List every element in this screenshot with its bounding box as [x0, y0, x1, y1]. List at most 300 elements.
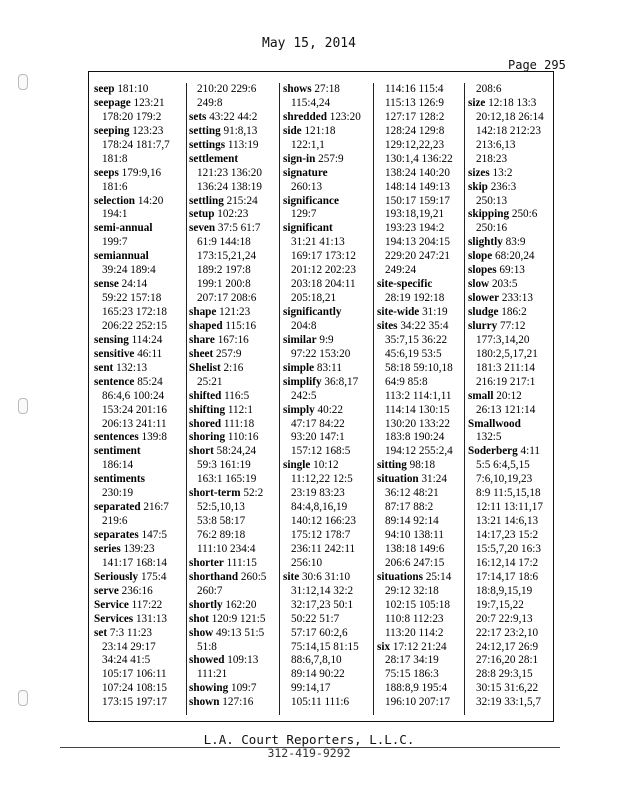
- index-term: significant: [283, 222, 333, 235]
- index-entry: [283, 125, 372, 139]
- index-entry: [468, 208, 552, 222]
- index-term: settling: [189, 194, 224, 207]
- page-line-refs: 114:16 115:4: [385, 83, 444, 95]
- index-entry: [189, 696, 278, 710]
- page-line-refs: 215:24: [223, 194, 258, 207]
- index-continuation: [468, 515, 552, 529]
- page-line-refs: 131:13: [133, 612, 168, 625]
- page-line-refs: 7:6,10,19,23: [476, 473, 533, 486]
- page-line-refs: 141:17 168:14: [102, 556, 167, 569]
- index-term: shown: [189, 696, 220, 709]
- court-reporter-name: L.A. Court Reporters, L.L.C.: [203, 732, 415, 747]
- page-line-refs: 83:11: [314, 361, 342, 374]
- index-continuation: [468, 487, 552, 501]
- page-line-refs: 256:10: [291, 556, 323, 569]
- index-entry: [94, 613, 185, 627]
- index-entry: [94, 334, 185, 348]
- index-continuation: [377, 585, 463, 599]
- page-line-refs: 179:9,16: [118, 166, 162, 179]
- index-entry: [189, 613, 278, 627]
- page-line-refs: 194:13 204:15: [385, 236, 450, 249]
- index-continuation: [94, 236, 185, 250]
- page-line-refs: 31:24: [418, 473, 447, 486]
- page-line-refs: 199:1 200:8: [197, 278, 251, 291]
- page-line-refs: 206:13 241:11: [102, 417, 167, 430]
- page-line-refs: 260:13: [291, 180, 323, 193]
- index-continuation: [94, 292, 185, 306]
- page-line-refs: 52:5,10,13: [197, 501, 245, 514]
- index-term: slope: [468, 250, 493, 263]
- page-line-refs: 97:22 153:20: [291, 347, 351, 360]
- index-entry: [468, 418, 552, 432]
- page-line-refs: 115:13 126:9: [385, 96, 444, 109]
- binder-hole: [18, 74, 28, 90]
- page-line-refs: 186:14: [102, 459, 134, 472]
- page-line-refs: 19:7,15,22: [476, 598, 524, 611]
- page-line-refs: 51:8: [197, 640, 217, 653]
- index-continuation: [283, 445, 372, 459]
- index-entry: [468, 390, 552, 404]
- page-line-refs: 17:14,17 18:6: [476, 570, 539, 583]
- index-continuation: [468, 431, 552, 445]
- index-continuation: [468, 557, 552, 571]
- page-line-refs: 139:8: [138, 431, 168, 444]
- page-line-refs: 5:5 6:4,5,15: [476, 459, 530, 472]
- page-line-refs: 61:9 144:18: [197, 236, 251, 249]
- page-line-refs: 14:17,23 15:2: [476, 529, 539, 541]
- index-continuation: [468, 543, 552, 557]
- index-continuation: [283, 473, 372, 487]
- index-term: Seriously: [94, 570, 139, 583]
- index-continuation: [468, 376, 552, 390]
- index-term: single: [283, 459, 311, 472]
- index-continuation: [189, 473, 278, 487]
- index-term: shored: [189, 417, 222, 430]
- index-continuation: [468, 696, 552, 710]
- page-line-refs: 27:18: [311, 83, 340, 95]
- page-line-refs: 120:9 121:5: [208, 612, 266, 625]
- index-entry: [283, 404, 372, 418]
- index-term: sentiments: [94, 473, 145, 486]
- page-line-refs: 122:1,1: [291, 138, 325, 151]
- index-continuation: [189, 459, 278, 473]
- index-continuation: [377, 613, 463, 627]
- page-line-refs: 116:5: [221, 389, 250, 402]
- index-entry: [468, 97, 552, 111]
- index-continuation: [468, 222, 552, 236]
- index-term: shot: [189, 612, 209, 625]
- page-line-refs: 4:11: [517, 445, 540, 458]
- page-line-refs: 57:17 60:2,6: [291, 626, 348, 639]
- index-continuation: [283, 557, 372, 571]
- page-line-refs: 218:23: [476, 152, 508, 165]
- page-line-refs: 142:18 212:23: [476, 124, 541, 137]
- index-continuation: [377, 404, 463, 418]
- page-line-refs: 183:8 190:24: [385, 431, 445, 444]
- page-line-refs: 207:17 208:6: [197, 292, 257, 305]
- page-line-refs: 102:23: [214, 208, 249, 221]
- page-line-refs: 18:8,9,15,19: [476, 584, 533, 597]
- index-term: sentences: [94, 431, 139, 444]
- page-line-refs: 111:21: [197, 668, 228, 681]
- index-continuation: [377, 376, 463, 390]
- index-entry: [468, 278, 552, 292]
- page-line-refs: 173:15,21,24: [197, 250, 257, 263]
- page-line-refs: 175:4: [138, 570, 167, 583]
- index-entry: [468, 445, 552, 459]
- index-entry: [94, 195, 185, 209]
- index-continuation: [377, 125, 463, 139]
- index-term: slightly: [468, 236, 503, 249]
- index-term: seven: [189, 222, 216, 235]
- page-line-refs: 162:20: [222, 598, 257, 611]
- index-continuation: [94, 390, 185, 404]
- index-continuation: [468, 682, 552, 696]
- index-continuation: [94, 139, 185, 153]
- page-line-refs: 20:7 22:9,13: [476, 612, 533, 625]
- page-line-refs: 199:7: [102, 236, 128, 249]
- page-line-refs: 128:24 129:8: [385, 124, 445, 137]
- page-line-refs: 216:7: [140, 501, 169, 514]
- page-line-refs: 242:5: [291, 389, 317, 402]
- page-line-refs: 196:10 207:17: [385, 696, 450, 709]
- page-line-refs: 36:8,17: [321, 375, 359, 388]
- index-continuation: [377, 111, 463, 125]
- page-line-refs: 24:12,17 26:9: [476, 640, 539, 653]
- page-line-refs: 112:1: [225, 403, 253, 416]
- page-line-refs: 121:23 136:20: [197, 166, 262, 179]
- page-line-refs: 201:12 202:23: [291, 264, 356, 277]
- index-continuation: [468, 348, 552, 362]
- index-term: showed: [189, 654, 225, 667]
- index-continuation: [283, 431, 372, 445]
- index-continuation: [189, 264, 278, 278]
- index-entry: [94, 627, 185, 641]
- page-line-refs: 208:6: [476, 83, 502, 95]
- page-line-refs: 114:14 130:15: [385, 403, 450, 416]
- index-entry: [189, 306, 278, 320]
- page-line-refs: 46:11: [134, 347, 163, 360]
- index-entry: [468, 167, 552, 181]
- index-entry: [283, 376, 372, 390]
- index-continuation: [283, 585, 372, 599]
- index-continuation: [94, 320, 185, 334]
- index-entry: [94, 97, 185, 111]
- page-line-refs: 91:8,13: [220, 124, 258, 137]
- page-line-refs: 132:5: [476, 431, 502, 444]
- index-term: share: [189, 333, 215, 346]
- index-entry: [377, 459, 463, 473]
- page-line-refs: 181:8: [102, 152, 128, 165]
- page-line-refs: 206:22 252:15: [102, 319, 167, 332]
- page-line-refs: 138:24 140:20: [385, 166, 450, 179]
- page-line-refs: 59:3 161:19: [197, 459, 251, 472]
- index-entry: [189, 431, 278, 445]
- index-continuation: [94, 682, 185, 696]
- page-line-refs: 28:8 29:3,15: [476, 668, 533, 681]
- index-continuation: [377, 487, 463, 501]
- index-entry: [189, 195, 278, 209]
- index-term: serve: [94, 584, 119, 597]
- index-entry: [94, 501, 185, 515]
- index-term: settlement: [189, 152, 239, 165]
- page-line-refs: 181:3 211:14: [476, 361, 535, 374]
- page-line-refs: 64:9 85:8: [385, 375, 428, 388]
- page-line-refs: 31:21 41:13: [291, 236, 345, 249]
- index-term: seeping: [94, 124, 130, 137]
- index-continuation: [377, 529, 463, 543]
- index-continuation: [468, 111, 552, 125]
- index-continuation: [377, 195, 463, 209]
- index-term: settings: [189, 138, 226, 151]
- page-line-refs: 30:6 31:10: [299, 570, 351, 583]
- page-line-refs: 20:12: [493, 389, 522, 402]
- page-line-refs: 257:9: [213, 347, 242, 360]
- index-term: situations: [377, 570, 424, 583]
- index-continuation: [283, 320, 372, 334]
- index-entry: [189, 320, 278, 334]
- page-line-refs: 260:7: [197, 584, 223, 597]
- index-term: situation: [377, 473, 419, 486]
- index-continuation: [283, 654, 372, 668]
- index-entry: [189, 111, 278, 125]
- index-continuation: [189, 501, 278, 515]
- index-entry: [283, 306, 372, 320]
- index-entry: [189, 390, 278, 404]
- index-entry: [94, 599, 185, 613]
- index-continuation: [189, 585, 278, 599]
- index-term: slower: [468, 292, 500, 305]
- page-line-refs: 113:2 114:1,11: [385, 389, 452, 402]
- index-continuation: [283, 515, 372, 529]
- index-term: sludge: [468, 306, 499, 318]
- index-term: set: [94, 626, 108, 639]
- index-continuation: [377, 181, 463, 195]
- index-term: Soderberg: [468, 445, 518, 458]
- index-continuation: [377, 97, 463, 111]
- index-entry: [283, 153, 372, 167]
- index-term: sizes: [468, 166, 490, 179]
- index-term: shaped: [189, 319, 223, 332]
- index-continuation: [94, 668, 185, 682]
- page-line-refs: 84:4,8,16,19: [291, 501, 348, 514]
- page-line-refs: 193:18,19,21: [385, 208, 445, 221]
- page-line-refs: 147:5: [138, 529, 168, 541]
- page-line-refs: 206:6 247:15: [385, 556, 445, 569]
- page-line-refs: 109:13: [224, 654, 259, 667]
- index-term: skipping: [468, 208, 510, 221]
- index-term: slow: [468, 278, 490, 291]
- index-continuation: [283, 641, 372, 655]
- index-continuation: [189, 250, 278, 264]
- page-line-refs: 35:7,15 36:22: [385, 333, 448, 346]
- index-term: significance: [283, 194, 339, 207]
- column-divider: [279, 83, 280, 715]
- page-line-refs: 236:16: [118, 584, 153, 597]
- index-entry: [94, 278, 185, 292]
- index-term: sheet: [189, 347, 214, 360]
- page-line-refs: 98:18: [406, 459, 436, 472]
- index-entry: [94, 445, 185, 459]
- index-entry: [189, 334, 278, 348]
- page-line-refs: 23:19 83:23: [291, 487, 345, 500]
- page-line-refs: 32:17,23 50:1: [291, 598, 354, 611]
- page-line-refs: 93:20 147:1: [291, 431, 345, 444]
- index-continuation: [189, 181, 278, 195]
- index-continuation: [377, 501, 463, 515]
- page-line-refs: 29:12 32:18: [385, 584, 439, 597]
- index-column-5: [468, 83, 552, 715]
- page-line-refs: 113:20 114:2: [385, 626, 444, 639]
- page-line-refs: 113:19: [225, 138, 259, 151]
- page-line-refs: 140:12 166:23: [291, 515, 356, 528]
- page-line-refs: 121:18: [301, 124, 336, 137]
- index-continuation: [377, 334, 463, 348]
- index-continuation: [283, 599, 372, 613]
- index-continuation: [468, 599, 552, 613]
- index-entry: [189, 487, 278, 501]
- index-entry: [468, 292, 552, 306]
- index-entry: [94, 376, 185, 390]
- index-term: semiannual: [94, 250, 149, 263]
- index-entry: [468, 264, 552, 278]
- page-line-refs: 53:8 58:17: [197, 515, 246, 528]
- index-term: setup: [189, 208, 215, 221]
- index-continuation: [94, 654, 185, 668]
- index-term: semi-annual: [94, 222, 153, 235]
- index-entry: [283, 83, 372, 97]
- page-line-refs: 26:13 121:14: [476, 403, 536, 416]
- index-term: sentiment: [94, 445, 141, 458]
- page-line-refs: 204:8: [291, 319, 317, 332]
- index-term: seeps: [94, 166, 119, 179]
- index-continuation: [94, 696, 185, 710]
- page-line-refs: 114:24: [128, 333, 163, 346]
- page-line-refs: 236:11 242:11: [291, 542, 356, 555]
- page-line-refs: 219:6: [102, 515, 128, 528]
- index-continuation: [283, 613, 372, 627]
- index-term: shorthand: [189, 570, 239, 583]
- page-line-refs: 181:10: [114, 83, 149, 95]
- page-line-refs: 16:12,14 17:2: [476, 556, 539, 569]
- index-term: simple: [283, 361, 315, 374]
- index-term: six: [377, 640, 391, 653]
- index-continuation: [283, 529, 372, 543]
- index-term: sensing: [94, 333, 129, 346]
- index-term: short-term: [189, 487, 241, 500]
- page-line-refs: 163:1 165:19: [197, 473, 257, 486]
- page-line-refs: 7:3 11:23: [107, 626, 153, 639]
- index-entry: [94, 222, 185, 236]
- index-continuation: [377, 431, 463, 445]
- index-continuation: [468, 153, 552, 167]
- index-continuation: [283, 278, 372, 292]
- index-term: sent: [94, 361, 114, 374]
- index-term: series: [94, 542, 121, 555]
- index-entry: [189, 139, 278, 153]
- index-continuation: [94, 557, 185, 571]
- page-line-refs: 52:2: [240, 487, 264, 500]
- index-continuation: [377, 445, 463, 459]
- page-line-refs: 127:16: [219, 696, 254, 709]
- page-line-refs: 178:20 179:2: [102, 110, 162, 123]
- page-line-refs: 8:9 11:5,15,18: [476, 487, 541, 500]
- index-column-1: [94, 83, 185, 715]
- page-line-refs: 188:8,9 195:4: [385, 682, 448, 695]
- index-term: significantly: [283, 306, 342, 318]
- page-line-refs: 50:22 51:7: [291, 612, 340, 625]
- page-line-refs: 230:19: [102, 487, 134, 500]
- page-line-refs: 157:12 168:5: [291, 445, 351, 458]
- page-line-refs: 99:14,17: [291, 682, 331, 695]
- index-continuation: [189, 83, 278, 97]
- index-continuation: [377, 250, 463, 264]
- index-entry: [94, 585, 185, 599]
- index-continuation: [189, 97, 278, 111]
- index-continuation: [189, 641, 278, 655]
- index-entry: [283, 571, 372, 585]
- page-line-refs: 59:22 157:18: [102, 292, 162, 305]
- page-line-refs: 105:11 111:6: [291, 696, 350, 709]
- index-entry: [189, 627, 278, 641]
- index-term: sense: [94, 278, 119, 291]
- index-continuation: [468, 473, 552, 487]
- page-line-refs: 76:2 89:18: [197, 529, 246, 541]
- page-line-refs: 13:2: [489, 166, 513, 179]
- index-entry: [377, 641, 463, 655]
- index-entry: [94, 543, 185, 557]
- index-term: slopes: [468, 264, 497, 277]
- index-term: side: [283, 124, 302, 137]
- index-term: shows: [283, 83, 312, 95]
- index-continuation: [468, 501, 552, 515]
- index-entry: [283, 334, 372, 348]
- page-line-refs: 173:15 197:17: [102, 696, 167, 709]
- page-line-refs: 23:14 29:17: [102, 640, 156, 653]
- page-line-refs: 34:24 41:5: [102, 654, 151, 667]
- index-entry: [189, 682, 278, 696]
- index-entry: [377, 306, 463, 320]
- index-continuation: [94, 208, 185, 222]
- court-reporter-phone: 312-419-9292: [267, 746, 351, 760]
- index-term: signature: [283, 166, 328, 179]
- page-line-refs: 186:2: [498, 306, 527, 318]
- index-continuation: [283, 487, 372, 501]
- page-line-refs: 30:15 31:6,22: [476, 682, 539, 695]
- index-continuation: [468, 195, 552, 209]
- index-continuation: [283, 668, 372, 682]
- page-line-refs: 229:20 247:21: [385, 250, 450, 263]
- page-line-refs: 165:23 172:18: [102, 306, 167, 318]
- index-term: site-wide: [377, 306, 420, 318]
- index-entry: [377, 320, 463, 334]
- page-line-refs: 77:12: [497, 319, 526, 332]
- index-continuation: [283, 627, 372, 641]
- index-continuation: [94, 418, 185, 432]
- index-term: shifted: [189, 389, 222, 402]
- page-line-refs: 233:13: [499, 292, 533, 305]
- index-continuation: [468, 571, 552, 585]
- index-continuation: [377, 208, 463, 222]
- index-continuation: [377, 222, 463, 236]
- page-line-refs: 194:12 255:2,4: [385, 445, 453, 458]
- index-continuation: [377, 418, 463, 432]
- index-term: show: [189, 626, 214, 639]
- index-continuation: [283, 543, 372, 557]
- index-continuation: [377, 264, 463, 278]
- index-continuation: [283, 250, 372, 264]
- index-continuation: [377, 627, 463, 641]
